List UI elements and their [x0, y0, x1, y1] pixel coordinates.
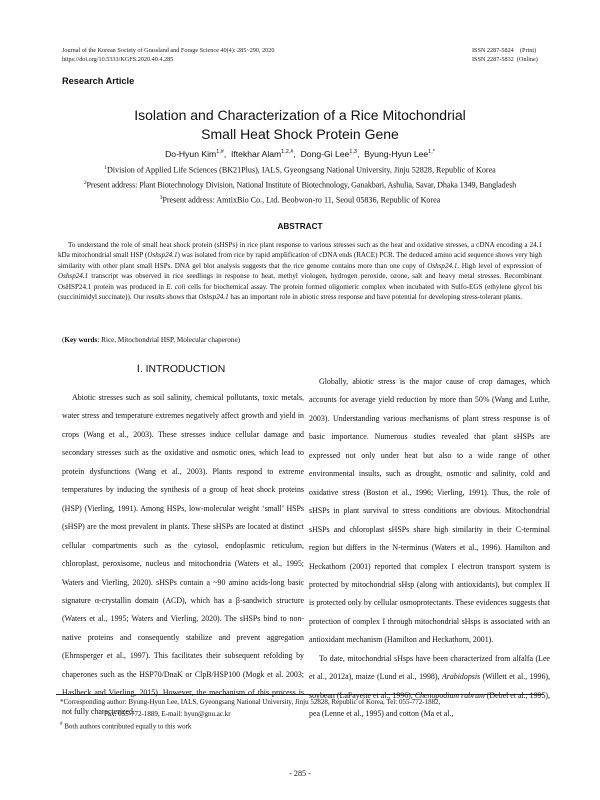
- gene-name: Oshsp24.1: [427, 261, 458, 270]
- gene-name: Oshsp24.1: [147, 251, 178, 260]
- right-column: [309, 373, 550, 724]
- author-separator: ,: [293, 149, 299, 159]
- keywords-open-paren: (: [62, 336, 65, 344]
- keywords-text: : Rice, Mitochondrial HSP, Molecular chaperone): [97, 336, 241, 344]
- page-number: - 285 -: [289, 769, 311, 778]
- gene-name: Oshsp24.1: [58, 272, 89, 281]
- corresponding-author-note: *Corresponding author: Byung-Hyun Lee, IALS, Gyeongsang National University, Jinju 52828, Republic of Korea, Tel: 055-772-1882,: [60, 698, 441, 706]
- species-name: Arabidopsis: [441, 672, 481, 682]
- affiliation-sup: 3: [159, 195, 163, 201]
- left-column: [62, 389, 304, 721]
- author-name: Dong-Gi Lee: [300, 149, 350, 159]
- abstract-body: [58, 240, 542, 303]
- species-name: Chenopodium rubrum: [414, 690, 485, 700]
- abstract-heading: ABSTRACT: [277, 222, 323, 231]
- affiliation-sup: 1: [104, 165, 107, 171]
- footnote-sup: #: [60, 722, 63, 727]
- author-name: Iftekhar Alam: [231, 149, 282, 159]
- paragraph-text: To date, mitochondrial sHsps have been characterized from alfalfa (Lee et al., 2012a), maize (Lund et al., 1998),: [309, 653, 550, 682]
- journal-doi-link[interactable]: https://doi.org/10.5333/KGFS.2020.40.4.285: [62, 55, 174, 63]
- article-type: Research Article: [62, 76, 135, 86]
- author-affil-sup: 1,#: [216, 149, 224, 156]
- affiliation-2: [40, 180, 560, 190]
- abstract-text: . High level of expression of: [457, 261, 542, 270]
- abstract-text: has an important role in abiotic stress response and have potential for developing stress-tolerant plants.: [228, 293, 523, 302]
- author-name: Do-Hyun Kim: [165, 149, 217, 159]
- paragraph-text: (Debel et al., 1995), pea (Lenne et al., 1995) and cotton (Ma et al.,: [309, 690, 551, 719]
- author-name: Byung-Hyun Lee: [364, 149, 429, 159]
- issn-print: ISSN 2287-5824 (Print): [472, 47, 537, 54]
- title-line-2: Small Heat Shock Protein Gene: [201, 126, 399, 142]
- affiliation-1: [40, 165, 560, 175]
- paragraph: Globally, abiotic stress is the major cause of crop damages, which accounts for average yield reduction by more than 50% (Wang and Luthe, 2003). Understanding various mechanisms of plant stress response is of basic importance. Numerous studies revealed that plant sHSPs are expressed not only under heat but also to a wide range of other environmental insults, such as drought, osmotic and salinity, cold and oxidative stress (Boston et al., 1996; Vierling, 1991). Thus, the role of sHSPs in plant survival to stress conditions are obvious. Mitochondrial sHSPs and chloroplast sHSPs share high similarity in their C-terminal region but differs in the N-terminus (Waters et al., 1996). Hamilton and Heckathorn (2001) reported that complex I electron transport system is protected by mitochondrial sHsp (along with antioxidants), but complex II is protected only by cellular osmoprotectants. These evidences suggests that protection of complex I through mitochondrial sHsps is associated with an antioxidant mechanism (Hamilton and Heckathorn, 2001).: [309, 377, 550, 645]
- contact-note: Fax: 055-772-1889, E-mail: hyun@gnu.ac.kr: [104, 710, 231, 718]
- paragraph: Abiotic stresses such as soil salinity, chemical pollutants, toxic metals, water stress and temperature extremes negatively affect growth and yield in crops (Wang et al., 2003). These stresses induce cellular damage and secondary stresses such as the oxidative and osmotic ones, which lead to protein dysfunctions (Wang et al., 2003). Plants respond to extreme temperatures by inducing the synthesis of a group of heat shock proteins (HSP) (Vierling, 1991). Among HSPs, low-molecular weight ‘small’ HSPs (sHSP) are the most prevalent in plants. These sHSPs are located at distinct cellular compartments such as the cytosol, endoplasmic reticulum, chloroplast, peroxisome, nucleus and mitochondria (Waters et al., 1995; Waters and Vierling, 2020). sHSPs contain a ~90 amino acids-long basic signature α-crystallin domain (ACD), which has a β-sandwich structure (Waters et al., 1995; Waters and Vierling, 2020). The sHSPs bind to non-native proteins and consequently stabilize and prevent aggregation (Ehrnsperger et al., 1997). This facilitates their subsequent refolding by chaperones such as the HSP70/DnaK or ClpB/HSP100 (Mogk et al. 2003; Haslbeck and Vierling, 2015). However, the mechanism of this process is not fully characterized.: [62, 393, 304, 716]
- keywords: [62, 336, 240, 344]
- author-separator: ,: [223, 149, 229, 159]
- affiliation-sup: 2: [83, 180, 87, 186]
- abstract-text: ) was isolated from rice by rapid amplification of cDNA ends (RACE) PCR. The deduced amino acid sequence shows very high similarity with other plant small HSPs. DNA gel blot analysis suggests that the rice genome contains more than one copy of: [58, 251, 542, 270]
- affiliation-3: [40, 195, 560, 205]
- abstract-text: cells for biochemical assay. The protein formed oligomeric complex when incubated with Sulfo-EGS (ethylene glycol bis (succinimidyl succinate)). Our results shows that: [58, 282, 542, 302]
- abstract-text: transcript was observed in rice seedlings in response to heat, methyl viologen, hydrogen peroxide, ozone, salt and heavy metal stresses. Recombinant OsHSP24.1 protein was produced in: [58, 272, 542, 291]
- author-affil-sup: 1,3: [349, 149, 357, 156]
- affiliation-text: Division of Applied Life Sciences (BK21Plus), IALS, Gyeongsang National University, Jinju 52828, Republic of Korea: [106, 165, 496, 175]
- journal-header: [62, 47, 274, 64]
- abstract-text: To understand the role of small heat shock protein (sHSPs) in rice plant response to various stresses such as the heat and oxidative stresses, a cDNA encoding a 24.1 kDa mitochondrial small HSP (: [58, 241, 542, 260]
- affiliation-text: Present address: Plant Biotechnology Division, National Institute of Biotechnology, Ganakbari, Ashulia, Savar, Dhaka 1349, Bangladesh: [86, 180, 517, 190]
- issn-block: [472, 47, 538, 64]
- keywords-label: Key words: [64, 336, 98, 344]
- affiliation-text: Present address: AmtixBio Co., Ltd. Beobwon-ro 11, Seoul 05836, Republic of Korea: [162, 195, 441, 205]
- author-affil-sup: 1,*: [428, 149, 435, 156]
- paragraph-text: (Willett et al., 1996), soybean (LaFayette et al., 1996),: [309, 672, 550, 700]
- paper-title: [60, 106, 540, 144]
- title-line-1: Isolation and Characterization of a Rice Mitochondrial: [134, 107, 466, 123]
- section-heading-introduction: Ⅰ. INTRODUCTION: [136, 364, 226, 375]
- issn-online: ISSN 2287-5832 (Online): [472, 55, 538, 63]
- equal-contribution-note: [60, 720, 544, 732]
- author-affil-sup: 1,2,#: [281, 149, 294, 156]
- journal-citation: Journal of the Korean Society of Grassland and Forage Science 40(4): 285~290, 2020: [62, 47, 275, 54]
- footnote-text: Both authors contributed equally to this work: [62, 722, 192, 731]
- footnote-divider: [56, 694, 544, 695]
- author-separator: ,: [356, 149, 362, 159]
- species-name: E. coli: [166, 282, 186, 291]
- author-list: [60, 149, 540, 159]
- gene-name: Oshsp24.1: [198, 293, 229, 302]
